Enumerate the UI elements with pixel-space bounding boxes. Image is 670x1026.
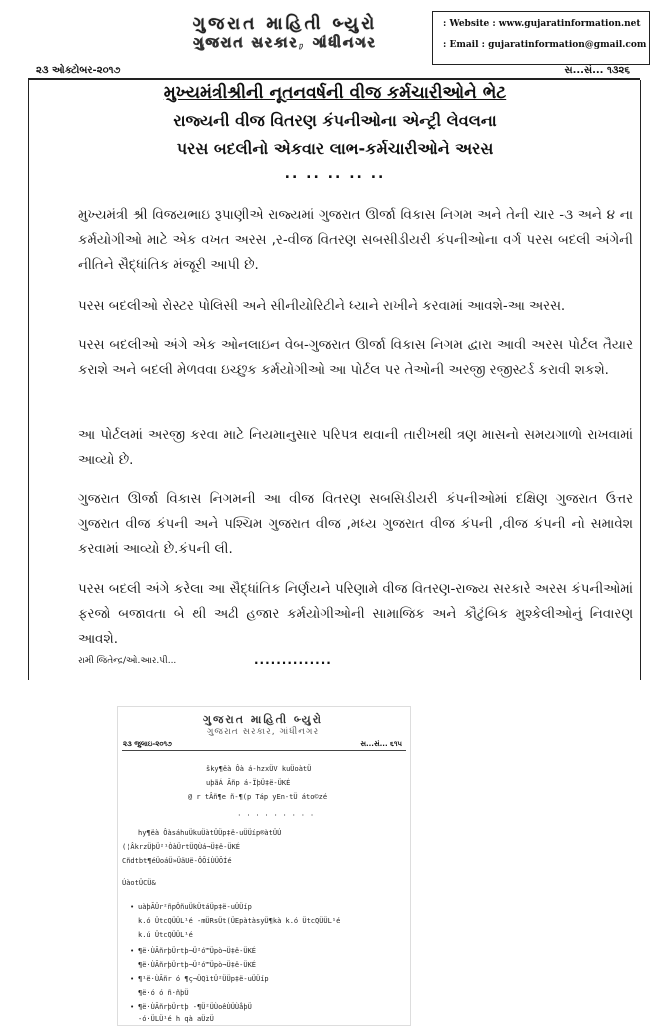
thumb-logo-title: ગુજરાત માહિતી બ્યુરો — [202, 713, 324, 726]
release-date: ૨૩ ઓક્ટોબર-૨૦૧૭ — [36, 65, 121, 76]
thumb-row: • ¶ë·ÙÃñrþÜrtþ¬Ü²ó™Üpò¬Ü‡ë-ÜKÉ — [138, 947, 256, 955]
paragraph-2: પરસ બદલીઓ રોસ્ટર પોલિસી અને સીનીયોરિટીને ધ્યાને રાખીને કરવામાં આવશે-આ અરસ. — [78, 299, 566, 314]
paragraph-3: પરસ બદલીઓ અંગે એક ઓનલાઇન વેબ-ગુજરાત ઊર્જા વિકાસ નિગમ દ્વારા આવી અરસ પોર્ટલ તૈયાર કરાશે અને બદલી મેળવવા ઇચ્છુક કર્મયોગીઓ આ પોર્ટલ પર તેઓની અરજી રજીસ્ટર્ડ કરાવી શકશે. — [78, 338, 633, 378]
contact-box — [432, 11, 650, 65]
headline-sub-2: પરસ બદલીનો એકવાર લાભ-કર્મચારીઓને અરસ — [176, 139, 494, 158]
thumb-rule — [122, 750, 406, 751]
thumb-row: uþãÁ Ãñp á-ÏþÜ‡ë-ÜKÉ — [206, 779, 291, 787]
headline-dots: .. .. .. .. .. — [284, 166, 386, 182]
signoff-dots: .............. — [254, 653, 332, 667]
thumb-row: ¶ë·ó ó ñ·ñþÜ — [138, 989, 189, 997]
paragraph-5: ગુજરાત ઊર્જા વિકાસ નિગમની આ વીજ વિતરણ સબસિડીયરી કંપનીઓમાં દક્ષિણ ગુજરાત ઉત્તર ગુજરાત વીજ કંપની અને પશ્ચિમ ગુજરાત વીજ ,મધ્ય ગુજરાત વીજ કંપની ,વીજ કંપની નો સમાવેશ કરવામાં આવ્યો છે.કંપની લી. — [78, 492, 633, 557]
release-serial: સ...સં... ૧૩૨૬ — [564, 65, 630, 76]
email-text: : Email : gujaratinformation@gmail.com — [443, 40, 647, 50]
embedded-release-image — [117, 706, 411, 1026]
thumb-row: @ r tÂñ¶e ñ-¶(p Táp yEn-tÜ áto©zé — [188, 793, 328, 801]
thumb-row: hy¶ëà ÔàsáhuÜkuÜàtÜÜp‡ë-uÜÜíp®àtÜÚ — [138, 829, 282, 837]
thumb-row: • ¶¹ë·ÙÃñr ó ¶ç¬ÜQìtÜ²ÜÜp‡ë-uÜÜíp — [138, 975, 269, 983]
thumb-row: Cñdtbt¶éÜoáÜ»ÜäUë-ÔÕíÙÜÕÍé — [122, 857, 232, 865]
thumb-serial: સ...સં... ૬૧૫ — [360, 740, 402, 748]
thumb-row: ¶ë·ÙÃñrþÜrtþ¬Ü²ó™Üpò¬Ü‡ë-ÜKÉ — [138, 961, 257, 969]
thumb-row: (¦ÂkrzÜþÜ²¹ÒàÜrtÜQÙá¬Ü‡ë-ÜKÉ — [122, 843, 241, 851]
thumb-dots: · · · · · · · · · — [238, 811, 316, 820]
thumb-row: k.ú ÜtcQÜÜL¹é — [138, 931, 193, 939]
bureau-logo — [150, 14, 420, 51]
thumb-row: • ¶ë·ÙÃñrþÜrtþ -¶Ü²ÜÙoêÙÜÙåþÜ — [138, 1003, 252, 1011]
paragraph-1: મુખ્યમંત્રી શ્રી વિજયભાઇ રૂપાણીએ રાજ્યમાં ગુજરાત ઊર્જા વિકાસ નિગમ અને તેની ચાર -૩ અને ૪ ના કર્મયોગીઓ માટે એક વખત અરસ ,ર-વીજ વિતરણ સબસીડીયરી કંપનીઓના વર્ગ પરસ બદલી અંગેની નીતિને સૈદ્ધાંતિક મંજૂરી આપી છે. — [78, 208, 633, 273]
logo-title: ગુજરાત માહિતી બ્યુરો — [192, 14, 378, 34]
headline-sub-1: રાજ્યની વીજ વિતરણ કંપનીઓના એન્ટ્રી લેવલના — [173, 111, 497, 130]
thumb-row: -ó·ÜLÜ¹é h qà aÜzÜ — [138, 1015, 214, 1023]
thumb-logo-subtitle: ગુજરાત સરકાર, ગાંધીનગર — [206, 727, 320, 737]
thumb-row: k.ó ÜtcQÜÜL¹é -mÜRsÜt(ÜEpàtàsyÜ¶kà k.ó ÜtcQÜÜL¹é — [138, 917, 341, 925]
headline-main: મુખ્યમંત્રીશ્રીની નૂતનવર્ષની વીજ કર્મચારીઓને ભેટ — [163, 83, 507, 103]
paragraph-6: પરસ બદલી અંગે કરેલા આ સૈદ્ધાંતિક નિર્ણયને પરિણામે વીજ વિતરણ-રાજ્ય સરકારે અરસ કંપનીઓમાં ફરજો બજાવતા બે થી અઢી હજાર કર્મયોગીઓની સામાજિક અને કૌટુંબિક મુશ્કેલીઓનું નિવારણ આવશે. — [78, 582, 633, 647]
signoff-initials: રામી જિતેન્દ્ર/ઓ.આર.પી... — [78, 656, 177, 666]
thumb-row: šky¶ëà Ôà á-hzxÜV kuÜoàtÜ — [206, 765, 312, 773]
logo-subtitle: ગુજરાત સરકાર, ગાંધીનગર — [193, 35, 377, 51]
website-text: : Website : www.gujaratinformation.net — [443, 19, 641, 29]
thumb-date: ૨૩ જુલાઇ-૨૦૧૭ — [123, 740, 172, 748]
dateline — [28, 66, 640, 78]
paragraph-4: આ પોર્ટલમાં અરજી કરવા માટે નિયમાનુસાર પરિપત્ર થવાની તારીખથી ત્રણ માસનો સમયગાળો રાખવામાં આવ્યો છે. — [78, 428, 633, 468]
thumb-row: ÚàotÜCÜ& — [122, 879, 156, 887]
thumb-row: • uàþÃÜr²ñpÖñuÜkÜtáÜp‡ë-uÜÜíp — [138, 903, 252, 911]
